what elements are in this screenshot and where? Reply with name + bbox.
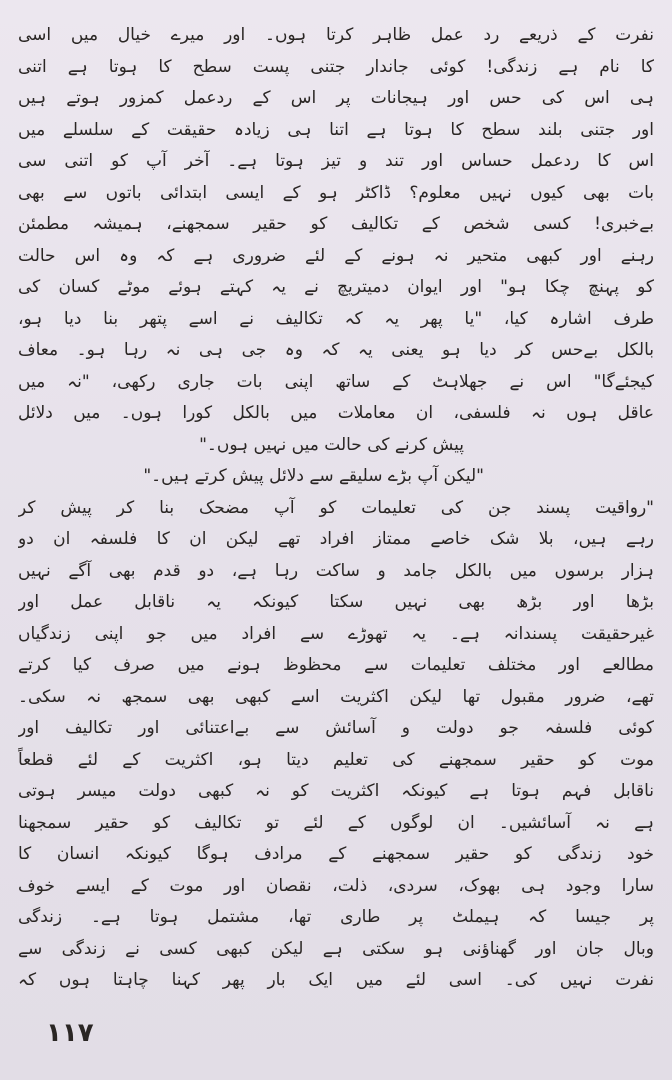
text-line: کوئی فلسفہ جو دولت و آسائش سے بےاعتنائی اور تکالیف اور bbox=[18, 718, 654, 738]
text-line: سارا وجود ہی بھوک، سردی، ذلت، نقصان اور موت کے ایسے خوف bbox=[18, 875, 654, 896]
text-line: عاقل ہوں نہ فلسفی، ان معاملات میں بالکل کورا ہوں۔ میں دلائل bbox=[18, 403, 654, 423]
text-line: ہزار برسوں میں بالکل جامد و ساکت رہا ہے، دو قدم بھی آگے نہیں bbox=[18, 560, 654, 581]
text-line: ہے نہ آسائشیں۔ ان لوگوں کے لئے تو تکالیف کو حقیر سمجھنا bbox=[18, 812, 654, 833]
text-line: پر جیسا کہ ہیملٹ پر طاری تھا، مشتمل ہوتا ہے۔ زندگی bbox=[18, 907, 654, 927]
text-line: تھے، ضرور مقبول تھا لیکن اکثریت اسے کبھی بھی سمجھ نہ سکی۔ bbox=[18, 686, 654, 707]
text-line: موت کو حقیر سمجھنے کی تعلیم دیتا ہو، اکثریت کے لئے قطعاً bbox=[18, 749, 654, 770]
text-line: بڑھا اور بڑھ بھی نہیں سکتا کیونکہ یہ ناقابل عمل اور bbox=[18, 592, 654, 612]
text-line: پیش کرنے کی حالت میں نہیں ہوں۔" bbox=[199, 434, 464, 455]
page-number: ١١٧ bbox=[46, 1018, 94, 1048]
text-line: مطالعے اور مختلف تعلیمات سے محظوظ ہونے میں صرف کیا کرتے bbox=[18, 655, 654, 675]
text-line: بالکل بےحس کر دیا ہو یعنی یہ کہ وہ جی ہی نہ رہا ہو۔ معاف bbox=[18, 340, 654, 360]
text-line: کیجئےگا" اس نے جھلاہٹ کے ساتھ اپنی بات جاری رکھی، "نہ میں bbox=[18, 371, 654, 392]
text-line: اور جتنی بلند سطح کا ہوتا ہے اتنا ہی زیادہ حقیقت کے سلسلے میں bbox=[18, 119, 654, 140]
text-line: بات بھی کیوں نہیں معلوم؟ ڈاکٹر ہو کے ایسی ابتدائی باتوں سے بھی bbox=[18, 182, 654, 203]
text-line: "لیکن آپ بڑے سلیقے سے دلائل پیش کرتے ہیں۔" bbox=[143, 466, 484, 486]
text-line: رہے ہیں، بلا شک خاصے ممتاز افراد تھے لیکن ان کا فلسفہ ان دو bbox=[18, 529, 654, 549]
text-line: اس کا ردعمل حساس اور تند و تیز ہوتا ہے۔ آخر آپ کو اتنی سی bbox=[18, 151, 654, 171]
text-line: بےخبری! کسی شخص کے تکالیف کو حقیر سمجھنے، ہمیشہ مطمئن bbox=[18, 214, 654, 234]
text-body bbox=[18, 20, 654, 997]
text-line: خود زندگی کو حقیر سمجھنے کے مرادف ہوگا کیونکہ انسان کا bbox=[18, 844, 654, 864]
text-line: کو پہنچ چکا ہو" اور ایوان دمیتریچ نے یہ کہتے ہوئے موٹے کسان کی bbox=[18, 277, 654, 297]
text-line: "رواقیت پسند جن کی تعلیمات کو آپ مضحک بنا کر پیش کر bbox=[18, 497, 654, 518]
text-line: ناقابل فہم ہوتا ہے کیونکہ اکثریت کو نہ کبھی دولت میسر ہوتی bbox=[18, 781, 654, 801]
text-line: رہنے اور کبھی متحیر نہ ہونے کے لئے ضروری ہے کہ وہ اس حالت bbox=[18, 245, 654, 266]
text-line: کا نام ہے زندگی! کوئی جاندار جتنی پست سطح کا ہوتا ہے اتنی bbox=[18, 56, 654, 77]
text-line: نفرت کے ذریعے رد عمل ظاہر کرتا ہوں۔ اور میرے خیال میں اسی bbox=[18, 25, 654, 45]
text-line: نفرت نہیں کی۔ اسی لئے میں ایک بار پھر کہنا چاہتا ہوں کہ bbox=[18, 970, 654, 990]
text-line: غیرحقیقت پسندانہ ہے۔ یہ تھوڑے سے افراد میں جو اپنی زندگیاں bbox=[18, 623, 654, 644]
text-line: ہی اس کی حس اور ہیجانات پر اس کے ردعمل کمزور ہوتے ہیں bbox=[18, 88, 654, 108]
text-line: طرف اشارہ کیا، "یا پھر یہ کہ تکالیف نے اسے پتھر بنا دیا ہو، bbox=[18, 308, 654, 329]
text-line: وبال جان اور گھناؤنی ہو سکتی ہے لیکن کبھی کسی نے زندگی سے bbox=[18, 938, 654, 959]
